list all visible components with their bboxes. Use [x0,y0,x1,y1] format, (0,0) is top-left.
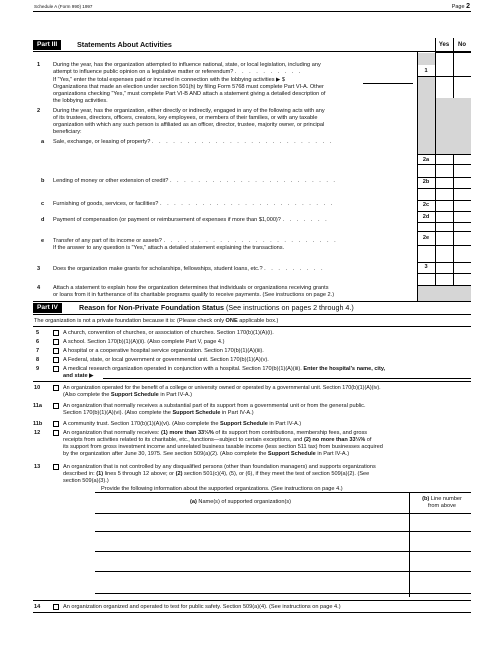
line-14-text: An organization organized and operated to test for public safety. Section 509(a)(4). (See instructions on page 4.) [63,604,341,610]
line-10-text: An organization operated for the benefit of a college or university owned or operated by a governmental unit. Section 170(b)(1)(A)(iv). [63,385,381,391]
form-id: Schedule A (Form 990) 1997 [34,4,93,9]
line-2c-box: 2c [422,202,430,208]
col-a-header: (a) Name(s) of supported organization(s) [190,499,292,505]
line-4-text-2: or loans from it in furtherance of its charitable programs qualify to receive payments. (See instructions on page 2.) [53,292,335,298]
line-1-box-number: 1 [424,68,428,74]
line-4-number: 4 [37,285,41,291]
line-6-number: 6 [36,339,40,345]
line-10-number: 10 [34,385,41,391]
line-3-text: Does the organization make grants for scholarships, fellowships, student loans, etc.? . . . . . . . . . [53,266,325,272]
line-8-checkbox[interactable] [53,357,59,363]
line-13-checkbox[interactable] [53,464,59,470]
line-1-text-3: If “Yes,” enter the total expenses paid or incurred in connection with the lobbying activities ▶ $ [53,77,286,83]
line-1-text-5: organizations checking “Yes,” must complete Part VI-B AND attach a statement giving a detailed description of [53,91,326,97]
line-11a-text-2: Section 170(b)(1)(A)(vi). (Also complete the Support Schedule in Part IV-A.) [63,410,254,416]
line-2d-text: Payment of compensation (or payment or reimbursement of expenses if more than $1,000)? . . . . . . . [53,217,329,223]
line-2e-text: Transfer of any part of its income or assets? . . . . . . . . . . . . . . . . . . . . . . . . . [53,238,338,244]
line-1-text-2: attempt to influence public opinion on a legislative matter or referendum? . . . . . . . . . . [53,69,303,75]
part4-tag: Part IV [33,303,62,313]
line-2a-box: 2a [422,157,430,163]
line-1-text-6: the lobbying activities. [53,98,108,104]
line-14-number: 14 [34,604,41,610]
line-12-text-3: its support from gross investment income and unrelated business taxable income (less section 511 tax) from businesses acquired [63,444,383,450]
line-2-text-2: of its trustees, directors, officers, creators, key employees, or members of their families, or with any taxable [53,115,318,121]
line-11a-number: 11a [33,403,43,409]
line-2-text-4: beneficiary: [53,129,82,135]
table-row[interactable] [95,593,471,594]
part4-title: Reason for Non-Private Foundation Status (See instructions on pages 2 through 4.) [79,303,354,312]
line-2b-letter: b [41,178,45,184]
line-9-text-2: and state ▶ [63,373,94,379]
line-2e-letter: e [41,238,45,244]
line-5-number: 5 [36,330,40,336]
yes-header: Yes [438,42,450,48]
line-2c-letter: c [41,201,45,207]
line-2-text: During the year, has the organization, either directly or indirectly, engaged in any of the following acts with any [53,108,325,114]
line-1-number: 1 [37,62,41,68]
line-8-number: 8 [36,357,40,363]
line-13-number: 13 [34,464,41,470]
page-header [33,2,471,12]
line-10-checkbox[interactable] [53,385,59,391]
line-8-text: A Federal, state, or local government or governmental unit. Section 170(b)(1)(A)(v). [63,357,269,363]
table-row[interactable] [95,571,471,572]
part4-intro: The organization is not a private foundation because it is: (Please check only ONE applicable box.) [34,318,279,324]
line-4-text: Attach a statement to explain how the organization determines that individuals or organizations receiving grants [53,285,329,291]
line-13-text-4: Provide the following information about the supported organizations. (See instructions on page 4.) [101,486,343,492]
line-9-number: 9 [36,366,40,372]
line-6-checkbox[interactable] [53,339,59,345]
line-11b-checkbox[interactable] [53,421,59,427]
line-11b-text: A community trust. Section 170(b)(1)(A)(vi). (Also complete the Support Schedule in Part IV-A.) [63,421,302,427]
line-12-text-2: receipts from activities related to its charitable, etc., functions—subject to certain exceptions, and (2) no more than 33⅓% of [63,437,372,443]
part3-tag: Part III [33,40,61,50]
line-13-text: An organization that is not controlled by any disqualified persons (other than foundation managers) and supports organizations [63,464,376,470]
table-row[interactable] [95,551,471,552]
line-2d-box: 2d [422,214,430,220]
line-9-text: A medical research organization operated in conjunction with a hospital. Section 170(b)(1)(A)(iii). Enter the hospital’s name, city, [63,366,386,372]
line-5-checkbox[interactable] [53,330,59,336]
line-1-text: During the year, has the organization attempted to influence national, state, or local legislation, including any [53,62,321,68]
line-12-text-4: by the organization after June 30, 1975. See section 509(a)(2). (Also complete the Support Schedule in Part IV-A.) [63,451,350,457]
line-2c-text: Furnishing of goods, services, or facilities? . . . . . . . . . . . . . . . . . . . . . . . . . [53,201,335,207]
line-2b-text: Lending of money or other extension of credit? . . . . . . . . . . . . . . . . . . . . . . . . [53,178,337,184]
line-2e-text-2: If the answer to any question is “Yes,” attach a detailed statement explaining the transactions. [53,245,285,251]
form-page [33,0,471,646]
line-6-text: A school. Section 170(b)(1)(A)(ii). (Also complete Part V, page 4.) [63,339,225,345]
line-7-number: 7 [36,348,40,354]
line-11a-checkbox[interactable] [53,403,59,409]
line-2a-letter: a [41,139,45,145]
part3-header [33,38,471,52]
hospital-name-field[interactable] [103,378,471,379]
line-13-text-2: described in: (1) lines 5 through 12 above; or (2) section 501(c)(4), (5), or (6), if they meet the test of section 509(a)(2). (See [63,471,370,477]
line-11a-text: An organization that normally receives a substantial part of its support from a governmental unit or from the general public. [63,403,366,409]
line-2d-letter: d [41,217,45,223]
line-2a-text: Sale, exchange, or leasing of property? . . . . . . . . . . . . . . . . . . . . . . . . . . [53,139,334,145]
line-2-text-3: organization with which any such person is affiliated as an officer, director, trustee, majority owner, or principal [53,122,325,128]
table-row[interactable] [95,531,471,532]
part3-title: Statements About Activities [77,40,172,49]
supported-orgs-table [95,492,471,596]
line-2e-box: 2e [422,235,430,241]
line-7-text: A hospital or a cooperative hospital service organization. Section 170(b)(1)(A)(iii). [63,348,264,354]
line-3-box: 3 [424,264,428,270]
part4-header [33,301,471,315]
line-14-checkbox[interactable] [53,604,59,610]
no-header: No [458,42,466,48]
line-9-checkbox[interactable] [53,366,59,372]
line-3-number: 3 [37,266,41,272]
line-11b-number: 11b [33,421,43,427]
line-2b-box: 2b [422,179,430,185]
col-b-header: (b) Line number from above [422,496,462,509]
line-7-checkbox[interactable] [53,348,59,354]
page-number: Page 2 [451,3,470,10]
line-13-text-3: section 509(a)(3).) [63,478,109,484]
line-12-text: An organization that normally receives: (1) more than 33⅓% of its support from contributions, membership fees, and gross [63,430,368,436]
line-1-text-4: Organizations that made an election under section 501(h) by filing Form 5768 must complete Part VI-A. Other [53,84,324,90]
lobbying-expense-field[interactable] [363,83,413,84]
line-12-checkbox[interactable] [53,430,59,436]
line-12-number: 12 [34,430,41,436]
line-2-number: 2 [37,108,41,114]
line-10-text-2: (Also complete the Support Schedule in Part IV-A.) [63,392,193,398]
line-5-text: A church, convention of churches, or association of churches. Section 170(b)(1)(A)(i). [63,330,274,336]
